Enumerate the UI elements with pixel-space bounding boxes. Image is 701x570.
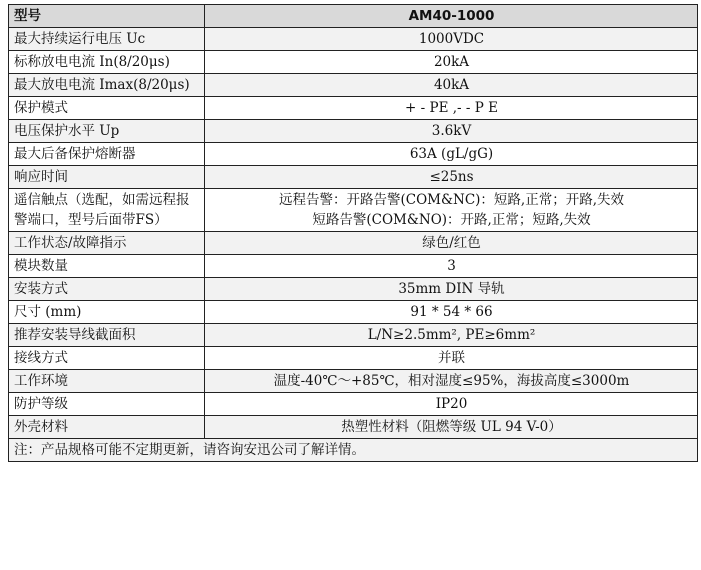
header-model: AM40-1000 [205, 5, 698, 28]
header-label: 型号 [9, 5, 205, 28]
row-value [205, 189, 698, 232]
table-row [9, 120, 698, 143]
row-label: 防护等级 [9, 393, 205, 416]
row-label: 电压保护水平 Up [9, 120, 205, 143]
table-note-row [9, 439, 698, 462]
table-row [9, 74, 698, 97]
spec-table [8, 4, 698, 462]
row-value: + - PE ,- - P E [205, 97, 698, 120]
row-label: 标称放电电流 In(8/20μs) [9, 51, 205, 74]
row-label: 最大后备保护熔断器 [9, 143, 205, 166]
row-value: 35mm DIN 导轨 [205, 278, 698, 301]
table-row [9, 393, 698, 416]
row-label: 尺寸 (mm) [9, 301, 205, 324]
row-value: 40kA [205, 74, 698, 97]
table-row [9, 347, 698, 370]
table-row [9, 97, 698, 120]
row-value: 20kA [205, 51, 698, 74]
row-label: 外壳材料 [9, 416, 205, 439]
table-row [9, 232, 698, 255]
row-value: 1000VDC [205, 28, 698, 51]
row-value: 温度-40℃～+85℃，相对湿度≤95%，海拔高度≤3000m [205, 370, 698, 393]
row-label: 响应时间 [9, 166, 205, 189]
row-value: 63A (gL/gG) [205, 143, 698, 166]
row-label: 工作环境 [9, 370, 205, 393]
table-row [9, 143, 698, 166]
table-header-row [9, 5, 698, 28]
value-line: 短路告警(COM&NO)：开路,正常；短路,失效 [312, 212, 591, 228]
table-row [9, 28, 698, 51]
value-line: 远程告警：开路告警(COM&NC)：短路,正常；开路,失效 [279, 192, 624, 208]
table-row [9, 416, 698, 439]
table-row [9, 301, 698, 324]
table-row [9, 370, 698, 393]
footnote: 注：产品规格可能不定期更新，请咨询安迅公司了解详情。 [9, 439, 698, 462]
row-label: 推荐安装导线截面积 [9, 324, 205, 347]
row-value: 91 * 54 * 66 [205, 301, 698, 324]
row-value: ≤25ns [205, 166, 698, 189]
row-label: 接线方式 [9, 347, 205, 370]
table-row [9, 278, 698, 301]
row-value: 3.6kV [205, 120, 698, 143]
row-value: L/N≥2.5mm², PE≥6mm² [205, 324, 698, 347]
row-label: 最大持续运行电压 Uc [9, 28, 205, 51]
table-row [9, 166, 698, 189]
row-label: 最大放电电流 Imax(8/20μs) [9, 74, 205, 97]
table-row [9, 324, 698, 347]
row-label: 安装方式 [9, 278, 205, 301]
table-row [9, 51, 698, 74]
row-value: 3 [205, 255, 698, 278]
row-value: 热塑性材料（阻燃等级 UL 94 V-0） [205, 416, 698, 439]
row-value: 并联 [205, 347, 698, 370]
row-label: 保护模式 [9, 97, 205, 120]
row-label: 遥信触点（选配，如需远程报警端口，型号后面带FS） [9, 189, 205, 232]
table-row [9, 255, 698, 278]
row-label: 模块数量 [9, 255, 205, 278]
row-value: 绿色/红色 [205, 232, 698, 255]
table-row [9, 189, 698, 232]
row-value: IP20 [205, 393, 698, 416]
row-label: 工作状态/故障指示 [9, 232, 205, 255]
